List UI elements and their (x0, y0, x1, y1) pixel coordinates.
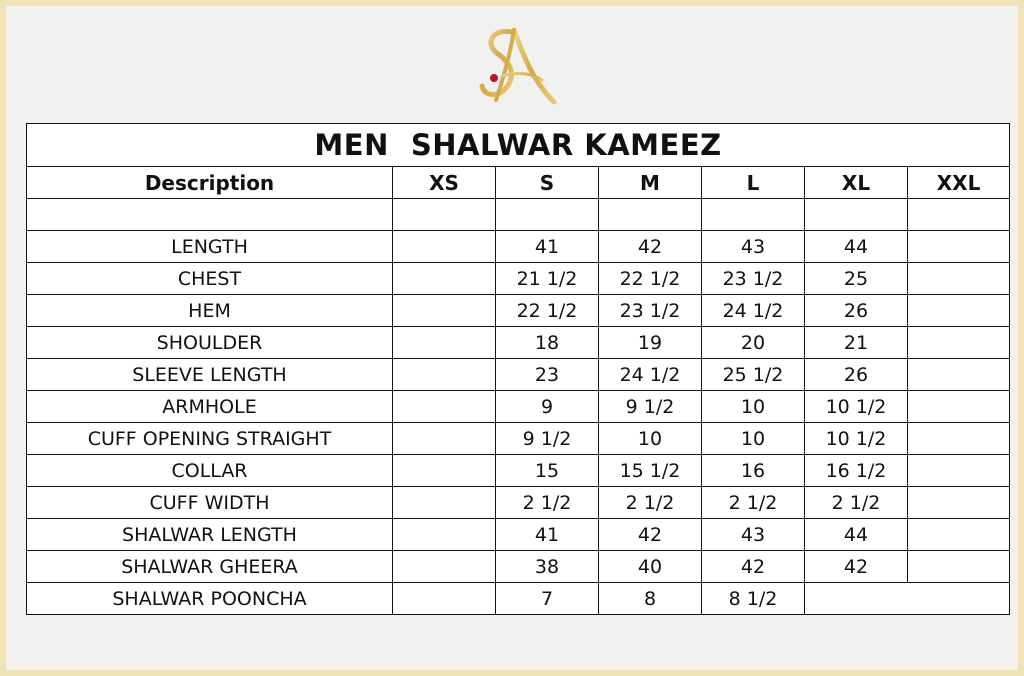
cell-xl: 10 1/2 (805, 423, 908, 455)
cell-xl: 26 (805, 359, 908, 391)
cell-xxl (908, 423, 1010, 455)
cell-xs (393, 423, 496, 455)
cell-xs (393, 391, 496, 423)
row-label: SLEEVE LENGTH (27, 359, 393, 391)
cell-xl: 10 1/2 (805, 391, 908, 423)
cell-l: 20 (702, 327, 805, 359)
cell-xs (393, 455, 496, 487)
row-label: SHOULDER (27, 327, 393, 359)
table-title (27, 124, 1010, 167)
cell-xs (393, 519, 496, 551)
table-row (27, 455, 1010, 487)
cell-xs (393, 487, 496, 519)
cell-s: 9 1/2 (496, 423, 599, 455)
cell-xl: 42 (805, 551, 908, 583)
row-label: LENGTH (27, 231, 393, 263)
cell-s: 41 (496, 519, 599, 551)
table-row (27, 327, 1010, 359)
cell-xl: 44 (805, 519, 908, 551)
row-label: SHALWAR POONCHA (27, 583, 393, 615)
cell-xxl (908, 391, 1010, 423)
table-row (27, 423, 1010, 455)
cell-xxl (908, 327, 1010, 359)
cell-l: 2 1/2 (702, 487, 805, 519)
row-label: CUFF OPENING STRAIGHT (27, 423, 393, 455)
blank-cell (908, 199, 1010, 231)
cell-xl: 2 1/2 (805, 487, 908, 519)
cell-xxl (908, 295, 1010, 327)
blank-cell (805, 199, 908, 231)
cell-xs (393, 263, 496, 295)
title-part-men: MEN (314, 128, 389, 162)
table-row (27, 295, 1010, 327)
cell-m: 19 (599, 327, 702, 359)
cell-xl: 16 1/2 (805, 455, 908, 487)
cell-m: 2 1/2 (599, 487, 702, 519)
cell-xl: 25 (805, 263, 908, 295)
cell-xs (393, 551, 496, 583)
cell-xxl (908, 359, 1010, 391)
cell-xl: 21 (805, 327, 908, 359)
column-header-xxl: XXL (908, 167, 1010, 199)
cell-s: 41 (496, 231, 599, 263)
cell-l: 42 (702, 551, 805, 583)
cell-l: 10 (702, 391, 805, 423)
column-header-description: Description (27, 167, 393, 199)
row-label: ARMHOLE (27, 391, 393, 423)
table-row (27, 487, 1010, 519)
row-label: CUFF WIDTH (27, 487, 393, 519)
cell-m: 42 (599, 519, 702, 551)
cell-s: 21 1/2 (496, 263, 599, 295)
cell-m: 8 (599, 583, 702, 615)
cell-l: 8 1/2 (702, 583, 805, 615)
cell-xs (393, 231, 496, 263)
cell-s: 23 (496, 359, 599, 391)
cell-s: 9 (496, 391, 599, 423)
cell-l: 43 (702, 519, 805, 551)
brand-monogram-icon (472, 22, 564, 112)
cell-xs (393, 359, 496, 391)
cell-s: 18 (496, 327, 599, 359)
table-row (27, 551, 1010, 583)
cell-xxl (908, 455, 1010, 487)
cell-xs (393, 583, 496, 615)
cell-s: 22 1/2 (496, 295, 599, 327)
table-row (27, 263, 1010, 295)
cell-m: 22 1/2 (599, 263, 702, 295)
table-row (27, 583, 1010, 615)
cell-s: 7 (496, 583, 599, 615)
row-label: CHEST (27, 263, 393, 295)
cell-l: 43 (702, 231, 805, 263)
cell-xl-xxl-merged (805, 583, 1010, 615)
row-label: HEM (27, 295, 393, 327)
column-header-m: M (599, 167, 702, 199)
column-header-s: S (496, 167, 599, 199)
cell-xs (393, 295, 496, 327)
blank-cell (393, 199, 496, 231)
cell-m: 40 (599, 551, 702, 583)
cell-m: 9 1/2 (599, 391, 702, 423)
cell-xxl (908, 231, 1010, 263)
column-header-l: L (702, 167, 805, 199)
column-header-xl: XL (805, 167, 908, 199)
cell-l: 23 1/2 (702, 263, 805, 295)
cell-s: 38 (496, 551, 599, 583)
cell-l: 25 1/2 (702, 359, 805, 391)
cell-s: 15 (496, 455, 599, 487)
column-header-xs: XS (393, 167, 496, 199)
cell-s: 2 1/2 (496, 487, 599, 519)
row-label: COLLAR (27, 455, 393, 487)
table-row (27, 391, 1010, 423)
title-part-shalwar-kameez: SHALWAR KAMEEZ (410, 128, 722, 162)
row-label: SHALWAR GHEERA (27, 551, 393, 583)
blank-cell (496, 199, 599, 231)
cell-m: 24 1/2 (599, 359, 702, 391)
blank-cell (599, 199, 702, 231)
cell-xxl (908, 551, 1010, 583)
cell-m: 10 (599, 423, 702, 455)
header-row (27, 167, 1010, 199)
cell-xl: 26 (805, 295, 908, 327)
blank-cell (702, 199, 805, 231)
row-label: SHALWAR LENGTH (27, 519, 393, 551)
cell-m: 23 1/2 (599, 295, 702, 327)
title-row (27, 124, 1010, 167)
cell-xxl (908, 519, 1010, 551)
cell-m: 15 1/2 (599, 455, 702, 487)
blank-row (27, 199, 1010, 231)
cell-l: 24 1/2 (702, 295, 805, 327)
cell-xxl (908, 263, 1010, 295)
cell-xxl (908, 487, 1010, 519)
cell-l: 10 (702, 423, 805, 455)
cell-xl: 44 (805, 231, 908, 263)
cell-xs (393, 327, 496, 359)
size-chart-table (26, 123, 1010, 615)
table-row (27, 231, 1010, 263)
blank-cell (27, 199, 393, 231)
table-row (27, 359, 1010, 391)
cell-m: 42 (599, 231, 702, 263)
cell-l: 16 (702, 455, 805, 487)
table-row (27, 519, 1010, 551)
